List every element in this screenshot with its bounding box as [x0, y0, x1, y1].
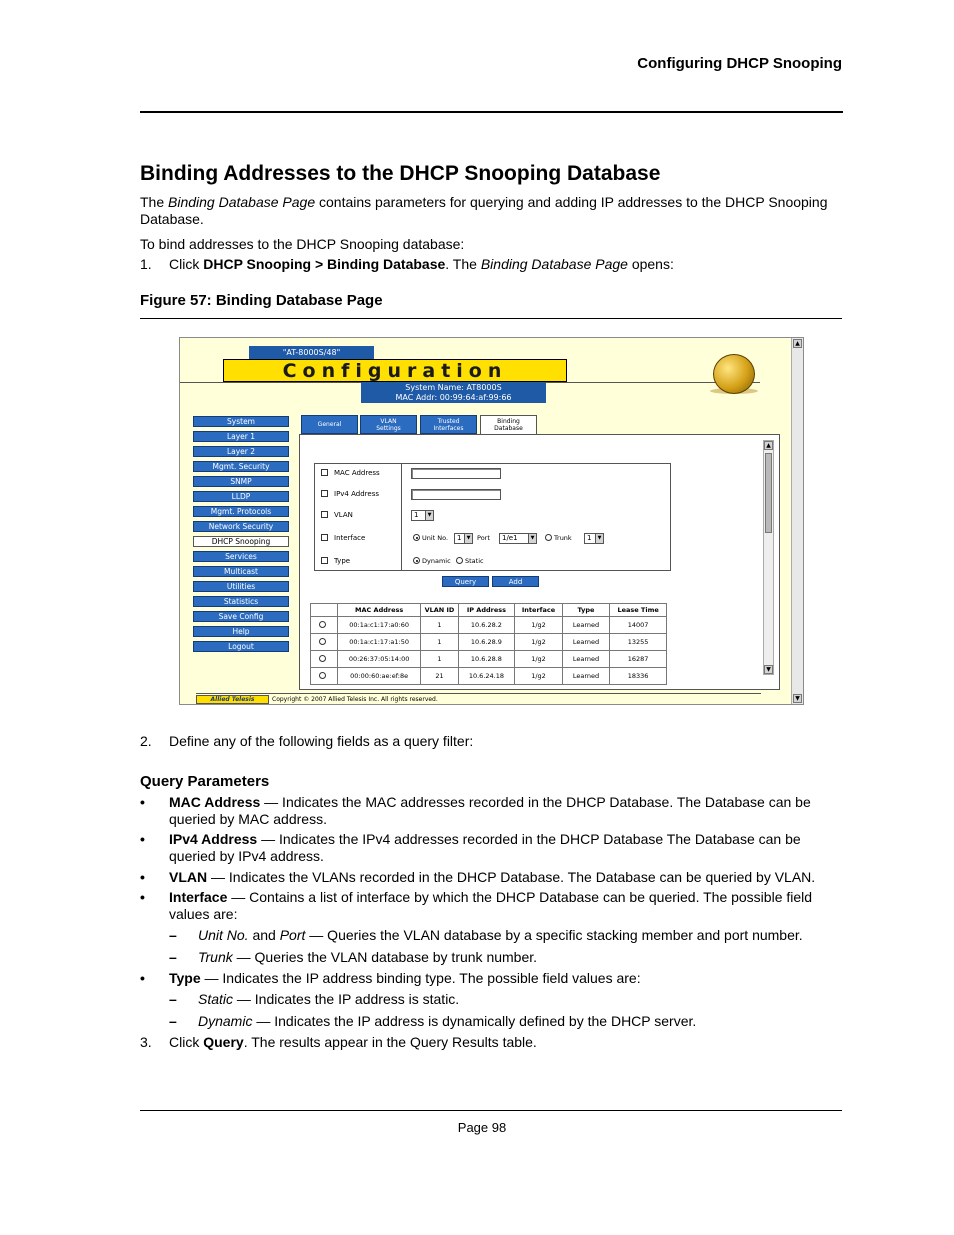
- table-row: [311, 651, 667, 668]
- nav-layer1[interactable]: Layer 1: [193, 431, 289, 442]
- panel-scroll-down-icon[interactable]: ▼: [764, 665, 773, 674]
- select-column-header: [311, 604, 338, 617]
- column-header: Lease Time: [610, 604, 667, 617]
- section-title: Binding Addresses to the DHCP Snooping Database: [140, 162, 661, 185]
- ipv4-row: [321, 490, 379, 500]
- form-divider: [401, 464, 402, 570]
- trunk-radio[interactable]: [545, 534, 552, 541]
- chevron-down-icon: ▼: [425, 511, 433, 520]
- table-cell: 10.6.28.9: [458, 634, 515, 651]
- table-row: [311, 668, 667, 685]
- table-cell: 1: [421, 651, 458, 668]
- subbullet-unit-port: Unit No. and Port — Queries the VLAN database by a specific stacking member and port number.: [198, 927, 803, 943]
- dash-icon: –: [169, 991, 177, 1007]
- port-label: Port: [477, 534, 490, 542]
- mac-checkbox[interactable]: [321, 469, 328, 476]
- column-header: VLAN ID: [421, 604, 458, 617]
- interface-label: Interface: [334, 534, 366, 542]
- chevron-down-icon: ▼: [595, 534, 603, 543]
- table-cell: 00:1a:c1:17:a1:50: [337, 634, 421, 651]
- table-cell: 1/g2: [515, 651, 562, 668]
- table-cell: 13255: [610, 634, 667, 651]
- page-scrollbar[interactable]: [791, 338, 803, 704]
- bullet-icon: •: [140, 831, 145, 847]
- dynamic-radio[interactable]: [413, 557, 420, 564]
- column-header: Type: [562, 604, 609, 617]
- dash-icon: –: [169, 927, 177, 943]
- ipv4-address-input[interactable]: [411, 489, 501, 500]
- column-header: MAC Address: [337, 604, 421, 617]
- nav-utilities[interactable]: Utilities: [193, 581, 289, 592]
- model-label: "AT-8000S/48": [249, 346, 374, 359]
- row-radio[interactable]: [319, 621, 326, 628]
- step2-number: 2.: [140, 733, 152, 749]
- bullet-mac-address: MAC Address — Indicates the MAC addresses recorded in the DHCP Database. The Database can be queried by MAC address.: [169, 794, 811, 827]
- type-row: [321, 557, 350, 567]
- step1-text: Click DHCP Snooping > Binding Database. The Binding Database Page opens:: [169, 256, 674, 272]
- row-radio[interactable]: [319, 638, 326, 645]
- vlan-checkbox[interactable]: [321, 511, 328, 518]
- scroll-down-icon[interactable]: ▼: [793, 694, 802, 703]
- ipv4-label: IPv4 Address: [334, 490, 379, 498]
- page-number: Page 98: [457, 1120, 507, 1135]
- chevron-down-icon: ▼: [464, 534, 472, 543]
- subbullet-trunk: Trunk — Queries the VLAN database by trunk number.: [198, 949, 538, 965]
- mac-addr: MAC Addr: 00:99:64:af:99:66: [395, 393, 512, 402]
- nav-dhcp-snooping[interactable]: DHCP Snooping: [193, 536, 289, 547]
- figure-caption: Figure 57: Binding Database Page: [140, 292, 383, 309]
- intro-paragraph: The Binding Database Page contains parameters for querying and adding IP addresses to the DHCP Snooping Database.: [140, 194, 828, 227]
- query-form: [314, 463, 671, 571]
- trunk-select[interactable]: 1 ▼: [584, 533, 604, 544]
- table-cell: Learned: [562, 634, 609, 651]
- nav-mgmt-security[interactable]: Mgmt. Security: [193, 461, 289, 472]
- nav-mgmt-protocols[interactable]: Mgmt. Protocols: [193, 506, 289, 517]
- row-select[interactable]: [311, 668, 338, 685]
- table-cell: 10.6.28.2: [458, 617, 515, 634]
- table-cell: 1/g2: [515, 668, 562, 685]
- nav-logout[interactable]: Logout: [193, 641, 289, 652]
- tab-vlan-settings[interactable]: VLAN Settings: [360, 415, 417, 434]
- bullet-ipv4-address: IPv4 Address — Indicates the IPv4 addresses recorded in the DHCP Database The Database can be queried by IPv4 address.: [169, 831, 801, 864]
- step3-number: 3.: [140, 1034, 152, 1050]
- figure-rule: [140, 318, 842, 319]
- column-header: IP Address: [458, 604, 515, 617]
- system-name: System Name: AT8000S: [405, 383, 502, 392]
- binding-database-panel: [299, 434, 780, 690]
- nav-multicast[interactable]: Multicast: [193, 566, 289, 577]
- table-cell: 18336: [610, 668, 667, 685]
- unit-no-option[interactable]: Unit No.: [413, 534, 448, 543]
- step3-text: Click Query. The results appear in the Query Results table.: [169, 1034, 537, 1050]
- nav-layer2[interactable]: Layer 2: [193, 446, 289, 457]
- query-button[interactable]: Query: [442, 576, 489, 587]
- bullet-icon: •: [140, 794, 145, 810]
- bullet-vlan: VLAN — Indicates the VLANs recorded in the DHCP Database. The Database can be queried by VLAN.: [169, 869, 816, 885]
- dash-icon: –: [169, 949, 177, 965]
- interface-row: [321, 534, 365, 544]
- mac-label: MAC Address: [334, 469, 380, 477]
- nav-services[interactable]: Services: [193, 551, 289, 562]
- step2-text: Define any of the following fields as a query filter:: [169, 733, 474, 749]
- subbullet-static: Static — Indicates the IP address is static.: [198, 991, 460, 1007]
- table-cell: Learned: [562, 651, 609, 668]
- bullet-type: Type — Indicates the IP address binding type. The possible field values are:: [169, 970, 641, 986]
- copyright-text: Copyright © 2007 Allied Telesis Inc. All rights reserved.: [272, 696, 438, 703]
- table-cell: 16287: [610, 651, 667, 668]
- panel-scrollbar[interactable]: [763, 440, 774, 675]
- bullet-interface: Interface — Contains a list of interface by which the DHCP Database can be queried. The possible field values are:: [169, 889, 813, 922]
- footer-rule: [140, 1110, 842, 1111]
- query-results-table: [310, 603, 667, 685]
- table-row: [311, 617, 667, 634]
- allied-telesis-logo: Allied Telesis: [196, 695, 269, 704]
- table-cell: 10.6.28.8: [458, 651, 515, 668]
- table-cell: Learned: [562, 617, 609, 634]
- table-cell: 14007: [610, 617, 667, 634]
- screenshot-footer: [196, 693, 761, 703]
- table-cell: 00:1a:c1:17:a0:60: [337, 617, 421, 634]
- vlan-label: VLAN: [334, 511, 353, 519]
- nav-lldp[interactable]: LLDP: [193, 491, 289, 502]
- binding-database-screenshot: [179, 337, 804, 705]
- table-header-row: [311, 604, 667, 617]
- vlan-select[interactable]: 1 ▼: [411, 510, 434, 521]
- bullet-icon: •: [140, 869, 145, 885]
- system-info: [361, 382, 546, 403]
- table-row: [311, 634, 667, 651]
- table-cell: 1: [421, 617, 458, 634]
- static-option[interactable]: Static: [456, 557, 484, 566]
- tab-general[interactable]: General: [301, 415, 358, 434]
- globe-logo-icon: [713, 354, 755, 394]
- panel-scroll-thumb[interactable]: [765, 453, 772, 533]
- tab-trusted-interfaces[interactable]: Trusted Interfaces: [420, 415, 477, 434]
- dash-icon: –: [169, 1013, 177, 1029]
- unit-select[interactable]: 1 ▼: [454, 533, 473, 544]
- nav-help[interactable]: Help: [193, 626, 289, 637]
- type-label: Type: [334, 557, 351, 565]
- dynamic-option[interactable]: Dynamic: [413, 557, 451, 566]
- chevron-down-icon: ▼: [528, 534, 536, 543]
- table-cell: 00:26:37:05:14:00: [337, 651, 421, 668]
- column-header: Interface: [515, 604, 562, 617]
- configuration-banner: Configuration: [223, 359, 567, 382]
- panel-scroll-up-icon[interactable]: ▲: [764, 441, 773, 450]
- add-button[interactable]: Add: [492, 576, 539, 587]
- nav-snmp[interactable]: SNMP: [193, 476, 289, 487]
- nav-save-config[interactable]: Save Config: [193, 611, 289, 622]
- nav-network-security[interactable]: Network Security: [193, 521, 289, 532]
- port-select[interactable]: 1/e1 ▼: [499, 533, 537, 544]
- table-cell: 00:00:60:ae:ef:8e: [337, 668, 421, 685]
- table-cell: Learned: [562, 668, 609, 685]
- mac-row: [321, 469, 380, 479]
- row-select[interactable]: [311, 634, 338, 651]
- bullet-icon: •: [140, 889, 145, 905]
- table-cell: 1: [421, 634, 458, 651]
- row-select[interactable]: [311, 651, 338, 668]
- type-checkbox[interactable]: [321, 557, 328, 564]
- subbullet-dynamic: Dynamic — Indicates the IP address is dynamically defined by the DHCP server.: [198, 1013, 697, 1029]
- query-parameters-heading: Query Parameters: [140, 773, 270, 790]
- step1-number: 1.: [140, 256, 152, 272]
- nav-system[interactable]: System: [193, 416, 289, 427]
- row-radio[interactable]: [319, 655, 326, 662]
- table-cell: 21: [421, 668, 458, 685]
- table-cell: 10.6.24.18: [458, 668, 515, 685]
- ipv4-checkbox[interactable]: [321, 490, 328, 497]
- interface-checkbox[interactable]: [321, 534, 328, 541]
- bullet-icon: •: [140, 970, 145, 986]
- table-cell: 1/g2: [515, 634, 562, 651]
- scroll-up-icon[interactable]: ▲: [793, 339, 802, 348]
- nav-statistics[interactable]: Statistics: [193, 596, 289, 607]
- to-bind-paragraph: To bind addresses to the DHCP Snooping database:: [140, 236, 465, 252]
- table-cell: 1/g2: [515, 617, 562, 634]
- running-header: Configuring DHCP Snooping: [637, 55, 842, 72]
- trunk-option[interactable]: Trunk: [545, 534, 572, 543]
- unit-no-radio[interactable]: [413, 534, 420, 541]
- row-radio[interactable]: [319, 672, 326, 679]
- row-select[interactable]: [311, 617, 338, 634]
- vlan-row: [321, 511, 353, 521]
- header-rule: [140, 111, 843, 113]
- mac-address-input[interactable]: [411, 468, 501, 479]
- tab-binding-database[interactable]: Binding Database: [480, 415, 537, 435]
- static-radio[interactable]: [456, 557, 463, 564]
